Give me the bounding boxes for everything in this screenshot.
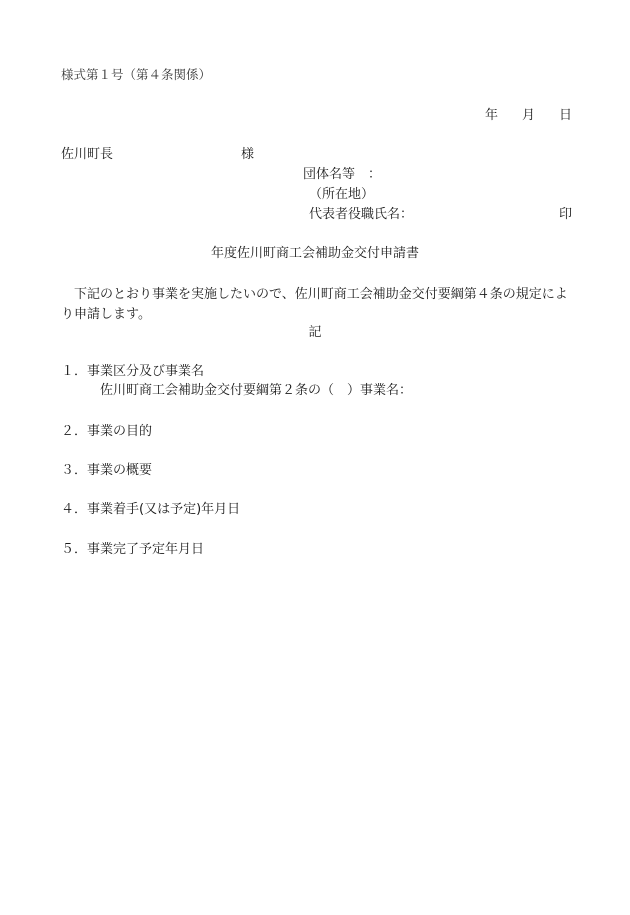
ki-heading: 記 (308, 325, 322, 340)
item-2 (61, 424, 152, 440)
addressee (61, 147, 255, 163)
date-month: 月 (521, 108, 535, 123)
item-label: 事業の目的 (87, 424, 153, 439)
body-text: 下記のとおり事業を実施したいので、佐川町商工会補助金交付要綱第４条の規定により申請します。 (61, 287, 568, 322)
item-label: 事業着手(又は予定)年月日 (87, 502, 241, 517)
item-number: ５． (61, 542, 88, 557)
date-line (485, 108, 572, 124)
item-number: １． (61, 364, 88, 379)
item-4 (61, 502, 240, 518)
item-number: ３． (61, 463, 88, 478)
item-1 (61, 364, 204, 380)
seal-mark: 印 (558, 207, 572, 222)
item-number: ４． (61, 502, 88, 517)
item-label: 事業区分及び事業名 (87, 364, 205, 379)
date-day: 日 (558, 108, 572, 123)
item-5 (61, 542, 204, 558)
address-label: （所在地） (309, 187, 375, 202)
representative-label: 代表者役職氏名： (309, 207, 414, 222)
addressee-honorific: 様 (241, 147, 255, 162)
addressee-name: 佐川町長 (61, 147, 114, 162)
form-number: 様式第１号（第４条関係） (61, 67, 212, 82)
org-name-label: 団体名等 ： (303, 167, 382, 182)
item-label: 事業完了予定年月日 (87, 542, 205, 557)
item-number: ２． (61, 424, 88, 439)
document-title: 年度佐川町商工会補助金交付申請書 (210, 246, 419, 261)
item-3 (61, 463, 152, 479)
item-1-sub: 佐川町商工会補助金交付要綱第２条の（ ）事業名： (100, 383, 413, 398)
date-year: 年 (484, 108, 498, 123)
item-label: 事業の概要 (87, 463, 153, 478)
